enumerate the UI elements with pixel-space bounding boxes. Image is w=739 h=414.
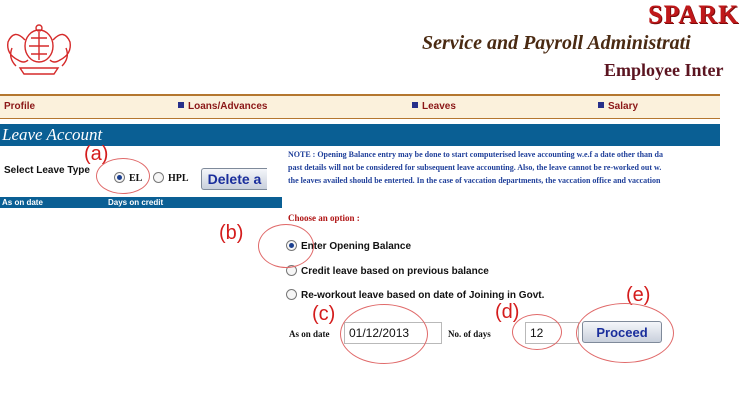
annotation-circle-c <box>340 304 428 364</box>
annotation-e: (e) <box>626 284 651 306</box>
option-credit-leave-label: Credit leave based on previous balance <box>301 266 489 277</box>
options-heading: Choose an option : <box>288 213 360 223</box>
app-subtitle: Employee Inter <box>604 60 724 80</box>
as-on-date-label: As on date <box>289 329 330 339</box>
nav-item-leaves[interactable] <box>412 101 456 112</box>
app-title: Service and Payroll Administrati <box>422 32 691 54</box>
note-text <box>288 148 720 187</box>
main-nav <box>0 94 720 119</box>
nav-item-salary[interactable] <box>598 101 638 112</box>
nav-item-label: Profile <box>4 101 36 112</box>
radio-el-label: EL <box>129 173 143 184</box>
nav-item-label: Leaves <box>422 101 456 112</box>
annotation-circle-e <box>576 303 674 363</box>
annotation-a: (a) <box>84 143 109 165</box>
radio-hpl-label: HPL <box>168 173 189 184</box>
note-line: past details will not be considered for subsequent leave accounting. Also, the leave cannot be re-worked out w. <box>288 163 662 172</box>
annotation-circle-a <box>96 158 150 194</box>
proceed-button[interactable]: Proceed <box>582 321 662 343</box>
nav-item-label: Loans/Advances <box>188 101 268 112</box>
kerala-emblem-logo <box>4 20 74 78</box>
option-enter-opening-balance-label: Enter Opening Balance <box>301 241 412 252</box>
page-title: Leave Account <box>2 125 103 144</box>
annotation-b: (b) <box>219 222 244 244</box>
nav-bullet-icon <box>178 102 184 108</box>
col-days-on-credit: Days on credit <box>108 198 164 207</box>
nav-item-loans-advances[interactable] <box>178 101 267 112</box>
annotation-c: (c) <box>312 303 336 325</box>
note-line: NOTE : Opening Balance entry may be done to start computerised leave accounting w.e.f a date other than da <box>288 150 663 159</box>
nav-bullet-icon <box>412 102 418 108</box>
leave-type-label: Select Leave Type <box>4 165 90 176</box>
col-as-on-date: As on date <box>2 198 43 207</box>
spark-logo: SPARK <box>648 0 739 29</box>
annotation-d: (d) <box>495 301 520 323</box>
note-line: the leaves availed should be enterted. In the case of vaccation departments, the vaccation office and vaccation <box>288 176 661 185</box>
days-label: No. of days <box>448 329 491 339</box>
delete-button[interactable]: Delete a <box>201 168 267 190</box>
annotation-circle-d <box>512 314 562 350</box>
option-reworkout-leave-label: Re-workout leave based on date of Joining in Govt. <box>301 290 545 301</box>
nav-item-profile[interactable] <box>4 101 35 112</box>
radio-reworkout-leave[interactable] <box>286 289 297 300</box>
nav-bullet-icon <box>598 102 604 108</box>
annotation-circle-b <box>258 224 314 268</box>
nav-item-label: Salary <box>608 101 639 112</box>
radio-hpl[interactable] <box>153 172 164 183</box>
